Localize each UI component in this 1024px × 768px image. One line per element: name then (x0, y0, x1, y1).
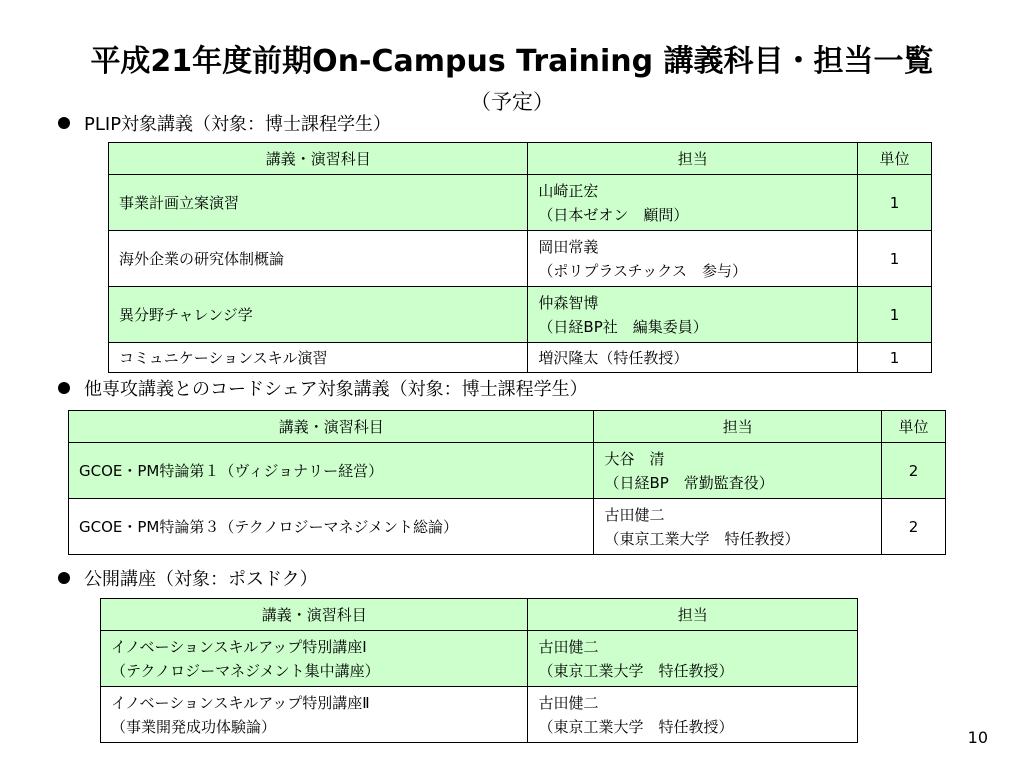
bullet-icon (58, 572, 70, 584)
section-heading-public (58, 568, 318, 592)
instructor-affiliation: （ポリプラスチックス 参与） (538, 261, 748, 280)
subject-text: コミュニケーションスキル演習 (119, 348, 328, 367)
subject-text: 海外企業の研究体制概論 (119, 249, 285, 268)
credits-cell: 1 (858, 175, 932, 231)
instructor-cell (528, 687, 858, 743)
table-row (69, 499, 946, 555)
instructor-cell (528, 287, 858, 343)
table-row (69, 443, 946, 499)
subject-cell (101, 631, 528, 687)
table-row (101, 631, 858, 687)
instructor-name: 古田健二 (538, 637, 599, 656)
table-header-row (69, 411, 946, 443)
section-heading-text: 公開講座（対象：ポスドク） (84, 569, 318, 590)
instructor-affiliation: （日経BP社 編集委員） (538, 317, 708, 336)
instructor-affiliation: （東京工業大学 特任教授） (604, 529, 800, 548)
column-header-instructor: 担当 (528, 599, 858, 631)
column-header-subject: 講義・演習科目 (69, 411, 594, 443)
instructor-cell (594, 443, 882, 499)
instructor-name: 大谷 清 (604, 449, 665, 468)
page-subtitle: （予定） (470, 90, 554, 114)
instructor-affiliation: （日本ゼオン 顧問） (538, 205, 689, 224)
instructor-affiliation: （日経BP 常勤監査役） (604, 473, 774, 492)
subject-text: 異分野チャレンジ学 (119, 305, 253, 324)
instructor-name: 岡田常義 (538, 237, 599, 256)
table-row (109, 343, 932, 373)
credits-cell: 2 (882, 499, 946, 555)
subject-text: イノベーションスキルアップ特別講座Ⅱ (111, 693, 370, 712)
bullet-icon (58, 117, 70, 129)
column-header-subject: 講義・演習科目 (101, 599, 528, 631)
column-header-credits: 単位 (858, 143, 932, 175)
instructor-name: 仲森智博 (538, 293, 599, 312)
instructor-name: 古田健二 (538, 693, 599, 712)
column-header-subject: 講義・演習科目 (109, 143, 528, 175)
subject-text: 事業計画立案演習 (119, 193, 240, 212)
subject-cell (109, 287, 528, 343)
instructor-cell (528, 175, 858, 231)
public-course-table (100, 598, 858, 743)
section-heading-text: 他専攻講義とのコードシェア対象講義（対象：博士課程学生） (84, 379, 588, 400)
section-heading-codeshare (58, 378, 588, 402)
instructor-affiliation: （東京工業大学 特任教授） (538, 661, 734, 680)
instructor-name: 古田健二 (604, 505, 665, 524)
credits-cell: 2 (882, 443, 946, 499)
column-header-instructor: 担当 (594, 411, 882, 443)
table-header-row (109, 143, 932, 175)
subject-text: イノベーションスキルアップ特別講座Ⅰ (111, 637, 367, 656)
table-header-row (101, 599, 858, 631)
table-row (101, 687, 858, 743)
column-header-instructor: 担当 (528, 143, 858, 175)
table-row (109, 175, 932, 231)
subject-text: GCOE・PM特論第３（テクノロジーマネジメント総論） (79, 517, 459, 536)
page-number: 10 (967, 728, 988, 747)
column-header-credits: 単位 (882, 411, 946, 443)
instructor-name: 増沢隆太（特任教授） (538, 348, 689, 367)
subject-cell (109, 231, 528, 287)
section-heading-plip (58, 113, 391, 137)
plip-course-table (108, 142, 932, 373)
codeshare-course-table (68, 410, 946, 555)
subject-cell (109, 175, 528, 231)
instructor-cell (594, 499, 882, 555)
page-title: 平成21年度前期On-Campus Training 講義科目・担当一覧 (90, 44, 934, 79)
bullet-icon (58, 382, 70, 394)
subject-cell (69, 499, 594, 555)
instructor-cell (528, 631, 858, 687)
subject-text: GCOE・PM特論第１（ヴィジョナリー経営） (79, 461, 384, 480)
instructor-cell (528, 231, 858, 287)
subject-cell (69, 443, 594, 499)
table-row (109, 231, 932, 287)
subject-subtext: （テクノロジーマネジメント集中講座） (111, 661, 380, 680)
instructor-name: 山崎正宏 (538, 181, 599, 200)
section-heading-text: PLIP対象講義（対象：博士課程学生） (84, 114, 392, 135)
subject-subtext: （事業開発成功体験論） (111, 717, 277, 736)
credits-cell: 1 (858, 231, 932, 287)
subject-cell (109, 343, 528, 373)
subject-cell (101, 687, 528, 743)
credits-cell: 1 (858, 343, 932, 373)
instructor-cell (528, 343, 858, 373)
table-row (109, 287, 932, 343)
instructor-affiliation: （東京工業大学 特任教授） (538, 717, 734, 736)
credits-cell: 1 (858, 287, 932, 343)
